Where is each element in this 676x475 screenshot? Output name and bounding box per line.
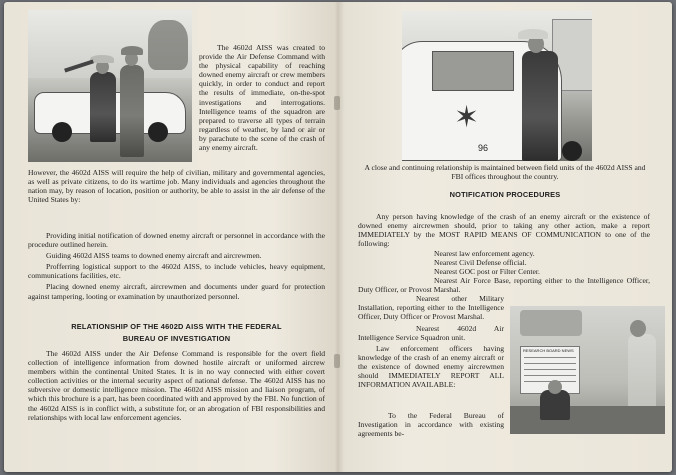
photo-officer-at-patrol-car — [402, 11, 592, 161]
law-enforcement-paragraph: Law enforcement officers having knowledge of the crash of an enemy aircraft or the existence of downed enemy aircrewmen should IMMEDIATELY REPORT ALL INFORMATION AVAILABLE: — [358, 344, 504, 390]
assist-item: Placing downed enemy aircraft, aircrewmen and documents under guard for protection against tampering, looting or examination by unauthorized personnel. — [28, 282, 325, 301]
notify-list — [358, 249, 650, 294]
assist-item: Providing initial notification of downed enemy aircraft or personnel in accordance with the procedure outlined herein. — [28, 231, 325, 250]
fbi-relationship-heading-2: BUREAU OF INVESTIGATION — [122, 334, 231, 343]
car-number: 96 — [478, 143, 489, 153]
notify-paragraph: Any person having knowledge of the crash of an enemy aircraft or the existence of downed enemy aircrewmen should, prior to taking any other action, make a report IMMEDIATELY by the MOST RAPID MEANS OF COMMUNICATION to one of the following: — [358, 212, 650, 249]
however-paragraph — [28, 168, 325, 204]
board-title: RESEARCH BOARD NEWS — [523, 348, 574, 353]
other-military-paragraph: Nearest other Military Installation, reporting either to the Intelligence Officer, Duty Officer or Provost Marshal. — [358, 294, 504, 322]
photo-officer-at-desk — [510, 306, 665, 434]
assist-list — [28, 231, 325, 301]
photo-officers-pointing — [28, 10, 192, 162]
notify-item: Nearest GOC post or Filter Center. — [434, 267, 540, 277]
however-text: However, the 4602d AISS will require the help of civilian, military and governmental agencies, as well as private citizens, to do its wartime job. Many individuals and agencies throughout the nation may, by reason of location, position or authority, be able to assist in the air defense of the United States by: — [28, 168, 325, 205]
notification-procedures-heading: NOTIFICATION PROCEDURES — [449, 190, 561, 199]
assist-item: Guiding 4602d AISS teams to downed enemy aircraft and aircrewmen. — [46, 251, 262, 261]
right-page — [340, 2, 672, 472]
sheriff-star-icon: ✶ — [454, 101, 480, 134]
notify-item-air-force: Nearest Air Force Base, reporting either to the Intelligence Officer, Duty Officer, or Provost Marshal. — [358, 276, 650, 295]
left-page — [4, 2, 336, 472]
nearest-4602d-paragraph: Nearest 4602d Air Intelligence Service Squadron unit. — [358, 324, 504, 343]
brochure-spread — [4, 2, 672, 472]
fbi-relationship-heading: RELATIONSHIP OF THE 4602D AISS WITH THE FEDERAL — [71, 322, 282, 331]
photo-caption: A close and continuing relationship is maintained between field units of the 4602d AISS and FBI offices throughout the country. — [364, 163, 646, 182]
notify-item: Nearest law enforcement agency. — [434, 249, 535, 258]
fbi-agreement-paragraph: To the Federal Bureau of Investigation in accordance with existing agreements be- — [358, 411, 504, 439]
intro-paragraph: The 4602d AISS was created to provide the Air Defense Command with the physical capability of reaching downed enemy aircraft or crew members quickly, in order to conduct and report the results of immediate, on-the-spot investigations and interrogations. Intelligence teams of the squadron are prepared to traverse all types of terrain regardless of weather, by land or air or by parachute to the scene of the crash of any enemy aircraft. — [199, 43, 325, 153]
assist-item: Profferring logistical support to the 4602d AISS, to include vehicles, heavy equipment, communications facilities, etc. — [28, 262, 325, 281]
notify-item: Nearest Civil Defense official. — [434, 258, 527, 268]
fbi-relationship-paragraph: The 4602d AISS under the Air Defense Command is responsible for the overt field collection of intelligence information from downed hostile aircraft or uniformed aircrew members within the continental United States. It is in no way connected with either covert collection activities or the internal security aspect of national defense. The 4602d AISS has no subversive or domestic intelligence mission. The 4602d AISS mission and liaison program, of which this brochure is a part, has been coordinated with and approved by the FBI. No function of the 4602d AISS is in conflict with, a substitute for, or an abrogation of FBI responsibilities and relationships with local law enforcement agencies. — [28, 349, 325, 422]
